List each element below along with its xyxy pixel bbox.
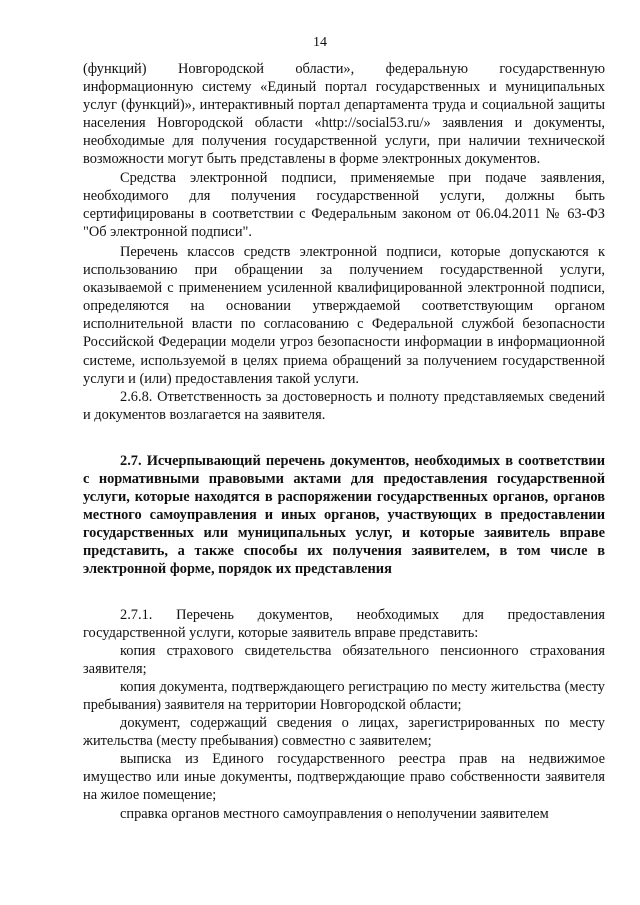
document-body xyxy=(83,60,605,823)
list-item-local-government-certificate: справка органов местного самоуправления о неполучении заявителем xyxy=(120,805,549,822)
list-item-registration-document: копия документа, подтверждающего регистрацию по месту жительства (месту пребывания) заявителя на территории Новгородской области; xyxy=(83,678,605,713)
paragraph-2-6-8-responsibility: 2.6.8. Ответственность за достоверность и полноту представляемых сведений и документов возлагается на заявителя. xyxy=(83,388,605,423)
list-item-registered-persons-document: документ, содержащий сведения о лицах, зарегистрированных по месту жительства (месту пребывания) совместно с заявителем; xyxy=(83,715,605,750)
paragraph-electronic-submission: (функций) Новгородской области», федеральную государственную информационную систему «Единый портал государственных и муниципальных услуг (функций)», интерактивный портал департамента труда и социальной защиты населения Новгородской области «http://social53.ru/» заявления и документы, необходимые для получения государственной услуги, при наличии технической возможности могут быть представлены в форме электронных документов. xyxy=(83,61,605,168)
paragraph-electronic-signature-certification: Средства электронной подписи, применяемые при подаче заявления, необходимого для получения государственной услуги, должны быть сертифицированы в соответствии с Федеральным законом от 06.04.2011 № 63-ФЗ "Об электронной подписи". xyxy=(83,169,605,240)
section-heading-2-7: 2.7. Исчерпывающий перечень документов, необходимых в соответствии с нормативными правовыми актами для предоставления государственной услуги, которые находятся в распоряжении государственных органов, органов местного самоуправления и иных органов, участвующих в предоставлении государственных или муниципальных услуг, и которые заявитель вправе представить, а также способы их получения заявителем, в том числе в электронной форме, порядок их представления xyxy=(83,452,605,578)
list-item-property-registry-extract: выписка из Единого государственного реестра прав на недвижимое имущество или иные документы, подтверждающие право собственности заявителя на жилое помещение; xyxy=(83,751,605,804)
paragraph-signature-classes: Перечень классов средств электронной подписи, которые допускаются к использованию при обращении за получением государственной услуги, оказываемой с применением усиленной квалифицированной электронной подписи, определяются на основании утверждаемой соответствующим органом исполнительной власти по согласованию с Федеральной службой безопасности Российской Федерации модели угроз безопасности информации в информационной системе, используемой в целях приема обращений за получением государственной услуги и (или) предоставления такой услуги. xyxy=(83,243,605,387)
page-number: 14 xyxy=(313,35,327,50)
list-item-pension-insurance-copy: копия страхового свидетельства обязательного пенсионного страхования заявителя; xyxy=(83,642,605,677)
paragraph-2-7-1-document-list: 2.7.1. Перечень документов, необходимых для предоставления государственной услуги, которые заявитель вправе представить: xyxy=(83,606,605,641)
